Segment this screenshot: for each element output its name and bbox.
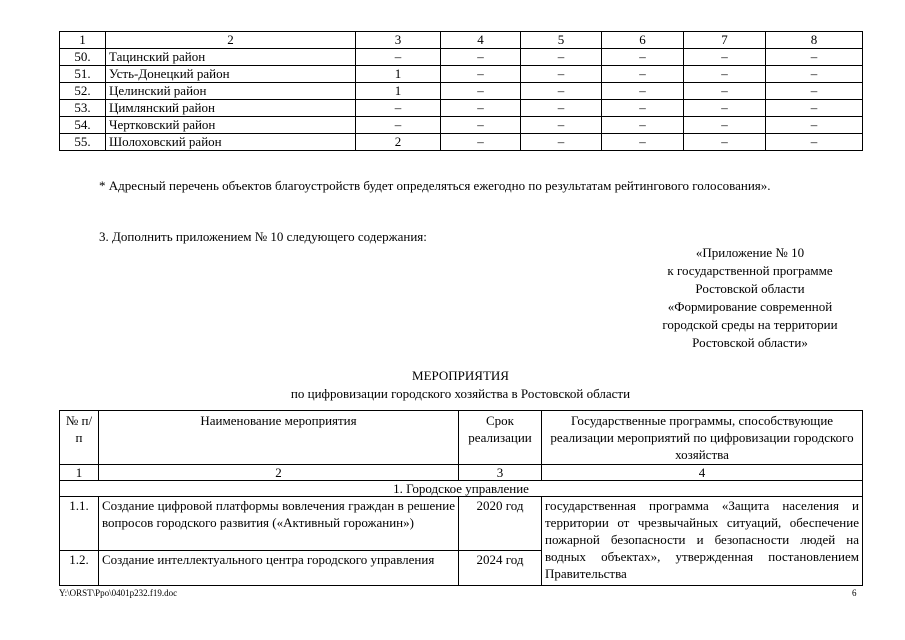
file-path: Y:\ORST\Ppo\0401p232.f19.doc <box>59 588 178 598</box>
header-cell: 8 <box>766 32 863 49</box>
header-cell: 6 <box>602 32 684 49</box>
value-cell: – <box>602 83 684 100</box>
value-cell: – <box>766 49 863 66</box>
colnum: 1 <box>60 465 99 481</box>
value-cell: – <box>356 117 441 134</box>
value-cell: – <box>356 100 441 117</box>
value-cell: – <box>684 134 766 151</box>
table-header-row <box>60 411 863 465</box>
appendix-line: Ростовской области» <box>692 335 808 350</box>
title-sub: по цифровизации городского хозяйства в Ростовской области <box>290 386 631 401</box>
appendix-heading <box>628 244 872 352</box>
district-name: Усть-Донецкий район <box>106 66 356 83</box>
value-cell: – <box>766 66 863 83</box>
table-row <box>60 100 863 117</box>
value-cell: – <box>766 117 863 134</box>
value-cell: – <box>521 83 602 100</box>
column-numbers-row <box>60 465 863 481</box>
header-num: № п/п <box>60 411 99 465</box>
colnum: 2 <box>99 465 459 481</box>
value-cell: – <box>684 83 766 100</box>
header-cell: 5 <box>521 32 602 49</box>
row-num: 1.2. <box>60 551 99 586</box>
value-cell: – <box>521 134 602 151</box>
district-name: Цимлянский район <box>106 100 356 117</box>
row-term: 2020 год <box>459 497 542 551</box>
value-cell: – <box>684 117 766 134</box>
table-header-row <box>60 32 863 49</box>
header-cell: 2 <box>106 32 356 49</box>
table-row <box>60 66 863 83</box>
value-cell: – <box>602 117 684 134</box>
title-main: МЕРОПРИЯТИЯ <box>412 368 509 383</box>
value-cell: – <box>521 49 602 66</box>
value-cell: – <box>602 100 684 117</box>
table-row <box>60 134 863 151</box>
value-cell: – <box>602 134 684 151</box>
value-cell: – <box>521 100 602 117</box>
value-cell: – <box>684 100 766 117</box>
table-row <box>60 117 863 134</box>
value-cell: – <box>521 117 602 134</box>
row-number: 52. <box>60 83 106 100</box>
row-number: 53. <box>60 100 106 117</box>
row-number: 55. <box>60 134 106 151</box>
row-num: 1.1. <box>60 497 99 551</box>
table-row <box>60 49 863 66</box>
district-name: Целинский район <box>106 83 356 100</box>
value-cell: – <box>602 66 684 83</box>
header-cell: 4 <box>441 32 521 49</box>
value-cell: 1 <box>356 66 441 83</box>
row-programs: государственная программа «Защита населения и территории от чрезвычайных ситуаций, обеспечение пожарной безопасности и безопасности людей на водных объектах», утвержденная постановлением Правительства <box>542 497 863 586</box>
district-name: Чертковский район <box>106 117 356 134</box>
value-cell: – <box>602 49 684 66</box>
appendix-line: Ростовской области <box>695 281 805 296</box>
value-cell: – <box>766 134 863 151</box>
value-cell: – <box>684 66 766 83</box>
table-row <box>60 83 863 100</box>
header-cell: 1 <box>60 32 106 49</box>
value-cell: – <box>441 134 521 151</box>
value-cell: – <box>766 100 863 117</box>
page-number: 6 <box>852 588 857 598</box>
value-cell: – <box>441 66 521 83</box>
appendix-line: «Формирование современной <box>667 299 833 314</box>
footnote: * Адресный перечень объектов благоустройств будет определяться ежегодно по результатам рейтингового голосования». <box>99 178 771 193</box>
row-name: Создание цифровой платформы вовлечения граждан в решение вопросов городского развития («Активный горожанин») <box>99 497 459 551</box>
value-cell: – <box>441 83 521 100</box>
row-number: 54. <box>60 117 106 134</box>
appendix-line: к государственной программе <box>667 263 833 278</box>
header-programs: Государственные программы, способствующие реализации мероприятий по цифровизации городского хозяйства <box>542 411 863 465</box>
document-title <box>59 367 862 403</box>
row-number: 50. <box>60 49 106 66</box>
appendix-line: городской среды на территории <box>662 317 838 332</box>
value-cell: 1 <box>356 83 441 100</box>
value-cell: – <box>441 117 521 134</box>
value-cell: 2 <box>356 134 441 151</box>
value-cell: – <box>766 83 863 100</box>
value-cell: – <box>521 66 602 83</box>
district-name: Шолоховский район <box>106 134 356 151</box>
section-title: 1. Городское управление <box>60 481 863 497</box>
colnum: 4 <box>542 465 863 481</box>
value-cell: – <box>441 100 521 117</box>
value-cell: – <box>684 49 766 66</box>
row-term: 2024 год <box>459 551 542 586</box>
header-cell: 3 <box>356 32 441 49</box>
row-number: 51. <box>60 66 106 83</box>
value-cell: – <box>356 49 441 66</box>
header-name: Наименование мероприятия <box>99 411 459 465</box>
value-cell: – <box>441 49 521 66</box>
appendix-line: «Приложение № 10 <box>695 245 805 260</box>
measures-table <box>59 410 863 586</box>
header-cell: 7 <box>684 32 766 49</box>
paragraph-item-3: 3. Дополнить приложением № 10 следующего содержания: <box>99 229 427 244</box>
row-name: Создание интеллектуального центра городского управления <box>99 551 459 586</box>
colnum: 3 <box>459 465 542 481</box>
section-row <box>60 481 863 497</box>
header-term: Срок реализации <box>459 411 542 465</box>
district-name: Тацинский район <box>106 49 356 66</box>
districts-table <box>59 31 863 151</box>
table-row <box>60 497 863 551</box>
